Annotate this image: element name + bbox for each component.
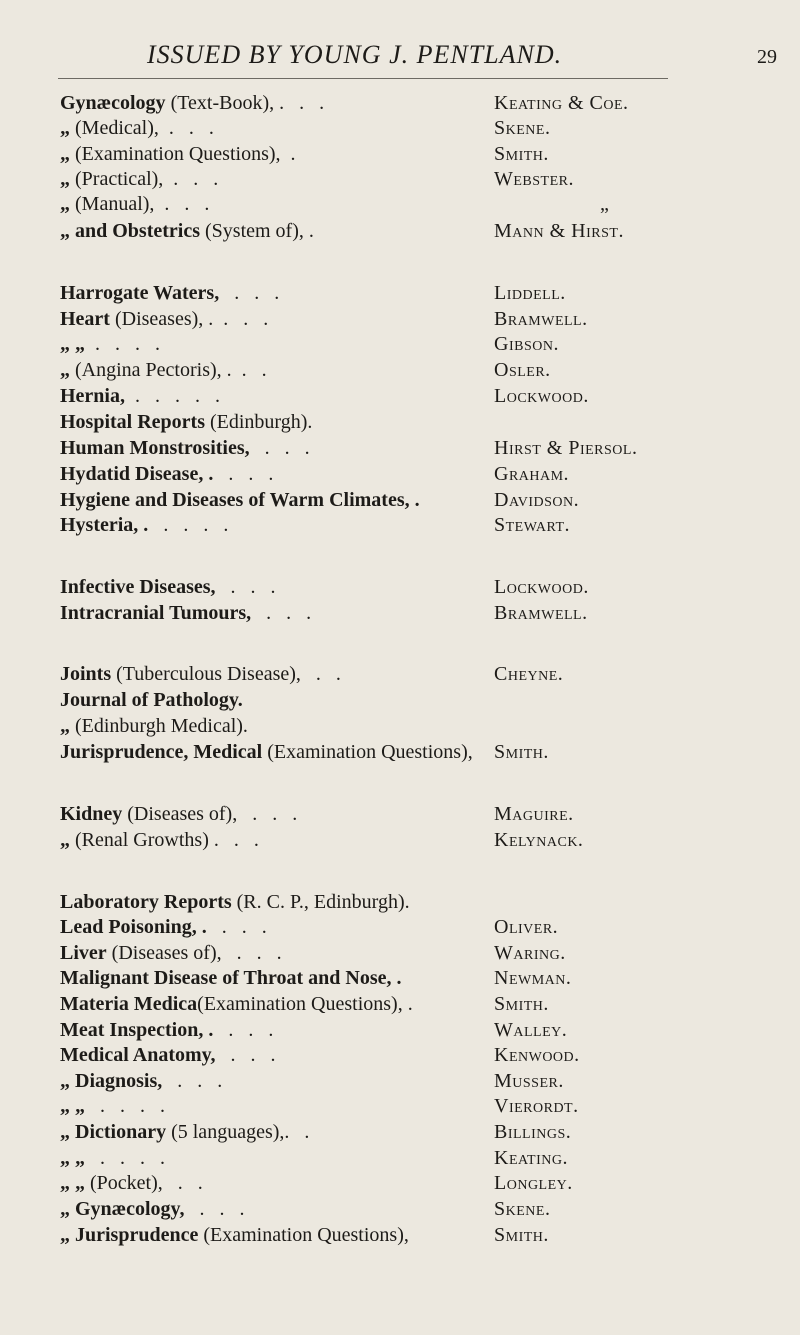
entry-author: Smith. [494, 741, 549, 763]
leader-dots: . [289, 1121, 310, 1143]
catalogue-entry [0, 1042, 800, 1068]
entry-subject [60, 409, 312, 435]
catalogue-entry [0, 687, 800, 713]
catalogue-entry [0, 409, 800, 435]
leader-dots: . . . . . [125, 385, 220, 407]
catalogue-entry [0, 739, 800, 765]
entry-heading: Hernia, [60, 385, 125, 407]
entry-author: Walley. [494, 1019, 568, 1041]
leader-dots: . . . [184, 1198, 245, 1220]
entry-heading: „ „ [60, 1095, 85, 1117]
entry-author: Hirst & Piersol. [494, 437, 638, 459]
entry-subject [60, 461, 273, 487]
entry-subject [60, 965, 402, 991]
page-title: ISSUED BY YOUNG J. PENTLAND. [147, 40, 563, 69]
entry-author: Bramwell. [494, 602, 588, 624]
entry-subject [60, 600, 311, 626]
leader-dots: . . . [215, 1044, 276, 1066]
entry-subject [60, 889, 410, 915]
entry-author: Longley. [494, 1172, 573, 1194]
entry-subject [60, 166, 218, 192]
catalogue-entry [0, 191, 800, 217]
leader-dots: . . . [219, 282, 280, 304]
entry-heading: Hydatid Disease, . [60, 463, 214, 485]
entry-heading: „ Diagnosis, [60, 1070, 163, 1092]
entry-subject [60, 487, 420, 513]
leader-dots: . . . [206, 916, 267, 938]
entry-subject [60, 827, 259, 853]
leader-dots: . . . [162, 1070, 223, 1092]
entry-heading: Hysteria, . [60, 514, 149, 536]
catalogue-entry [0, 713, 800, 739]
leader-dots: . . . [221, 942, 282, 964]
entry-author: Webster. [494, 168, 574, 190]
leader-dots: . . . [213, 308, 269, 330]
catalogue-entry [0, 914, 800, 940]
entry-heading: Lead Poisoning, . [60, 916, 207, 938]
catalogue-entry [0, 1196, 800, 1222]
entry-heading: Jurisprudence, Medical [60, 741, 263, 763]
entry-subject [60, 801, 297, 827]
entry-author: Keating & Coe. [494, 92, 629, 114]
entry-heading: Liver [60, 942, 107, 964]
entry-subject [60, 1042, 276, 1068]
catalogue-entry [0, 141, 800, 167]
leader-dots: . . . [158, 117, 214, 139]
entry-qualifier: (Manual), [70, 193, 155, 215]
entry-heading: Gynæcology [60, 92, 166, 114]
entry-author: Lockwood. [494, 576, 589, 598]
leader-dots: . . . . [85, 333, 160, 355]
entry-subject [60, 1093, 165, 1119]
entry-qualifier: (Edinburgh). [205, 411, 313, 433]
entry-qualifier: (Text-Book), . [165, 92, 285, 114]
entry-heading: Materia Medica [60, 993, 198, 1015]
entry-subject [60, 141, 296, 167]
entry-heading: „ „ [60, 1147, 85, 1169]
entry-qualifier: (R. C. P., Edinburgh). [231, 891, 410, 913]
leader-dots: . . . [163, 168, 219, 190]
catalogue-entry [0, 801, 800, 827]
catalogue-entry [0, 600, 800, 626]
entry-qualifier: (Renal Growths) . [70, 829, 219, 851]
entry-author: Maguire. [494, 803, 574, 825]
entry-qualifier: (Diseases of), [122, 803, 238, 825]
entry-author: „ [600, 193, 610, 215]
catalogue-entry [0, 331, 800, 357]
entry-heading: „ [60, 143, 70, 165]
catalogue-entry [0, 1170, 800, 1196]
entry-heading: „ [60, 220, 70, 242]
entry-subject [60, 991, 413, 1017]
entry-qualifier: (Practical), [70, 168, 164, 190]
entry-author: Lockwood. [494, 385, 589, 407]
catalogue-entry [0, 1145, 800, 1171]
catalogue-entry [0, 827, 800, 853]
entry-heading: „ [60, 359, 70, 381]
entry-heading: Joints [60, 663, 112, 685]
header-rule [58, 78, 668, 79]
entry-author: Smith. [494, 143, 549, 165]
entry-subject [60, 90, 324, 116]
entry-heading: „ [60, 168, 70, 190]
entry-heading: „ Jurisprudence [60, 1224, 199, 1246]
catalogue-entry [0, 965, 800, 991]
page-number: 29 [757, 46, 777, 68]
leader-dots: . . . [213, 463, 274, 485]
entry-heading: „ [60, 117, 70, 139]
entry-author: Newman. [494, 967, 572, 989]
leader-dots: . . . [215, 576, 276, 598]
catalogue-entry [0, 1093, 800, 1119]
entry-qualifier: (Tuberculous Disease), [111, 663, 301, 685]
entry-subject [60, 435, 310, 461]
entry-subject [60, 115, 214, 141]
entry-qualifier: (Examination Questions), [262, 741, 473, 763]
entry-author: Stewart. [494, 514, 571, 536]
entry-author: Skene. [494, 117, 551, 139]
entry-author: Cheyne. [494, 663, 564, 685]
entry-subject [60, 191, 209, 217]
entry-qualifier: (Diseases of), [106, 942, 222, 964]
entry-heading: Malignant Disease of Throat and Nose, . [60, 967, 402, 989]
entry-subject [60, 574, 276, 600]
catalogue-entry [0, 280, 800, 306]
entry-author: Osler. [494, 359, 551, 381]
entry-subject [60, 1222, 409, 1248]
catalogue-entry [0, 574, 800, 600]
entry-qualifier: (Angina Pectoris), . [70, 359, 232, 381]
entry-qualifier: (Diseases), . [109, 308, 214, 330]
entry-heading: Human Monstrosities, [60, 437, 250, 459]
entry-heading: Hygiene and Diseases of Warm Climates, . [60, 489, 420, 511]
entry-heading: Hospital Reports [60, 411, 205, 433]
entry-author: Oliver. [494, 916, 559, 938]
entry-subject [60, 512, 228, 538]
entry-subject [60, 383, 220, 409]
catalogue-entry [0, 306, 800, 332]
entry-heading: Heart [60, 308, 110, 330]
leader-dots: . . . [213, 1019, 274, 1041]
entry-subject [60, 357, 267, 383]
entry-heading: „ Gynæcology, [60, 1198, 185, 1220]
entry-heading: „ [60, 193, 70, 215]
catalogue-entry [0, 218, 800, 244]
entry-author: Musser. [494, 1070, 564, 1092]
entry-heading: Journal of Pathology. [60, 689, 243, 711]
leader-dots: . . [231, 359, 267, 381]
entry-subject [60, 331, 160, 357]
entry-subject [60, 940, 282, 966]
leader-dots: . . . . [148, 514, 229, 536]
entry-author: Bramwell. [494, 308, 588, 330]
catalogue-entry [0, 1017, 800, 1043]
entry-qualifier: and Obstetrics [70, 220, 200, 242]
catalogue-entry [0, 435, 800, 461]
catalogue-entry [0, 461, 800, 487]
entry-subject [60, 280, 279, 306]
entry-qualifier: (Edinburgh Medical). [70, 715, 248, 737]
catalogue-entry [0, 357, 800, 383]
catalogue-entry [0, 889, 800, 915]
entry-subject [60, 306, 268, 332]
entry-subject [60, 687, 243, 713]
entry-heading: Harrogate Waters, [60, 282, 220, 304]
catalogue-entry [0, 166, 800, 192]
entry-author: Billings. [494, 1121, 572, 1143]
leader-dots: . . . . [85, 1147, 165, 1169]
entry-qualifier: (Examination Questions), . [197, 993, 413, 1015]
entry-heading: Infective Diseases, [60, 576, 216, 598]
catalogue-entry [0, 512, 800, 538]
catalogue-entry [0, 1068, 800, 1094]
entry-subject [60, 1196, 244, 1222]
entry-qualifier: (5 languages),. [166, 1121, 290, 1143]
entry-qualifier-extra: (System of), . [200, 220, 314, 242]
catalogue-entry [0, 90, 800, 116]
entry-subject [60, 914, 267, 940]
leader-dots: . . . [237, 803, 298, 825]
entry-author: Vierordt. [494, 1095, 579, 1117]
entry-author: Davidson. [494, 489, 580, 511]
entry-heading: „ [60, 829, 70, 851]
entry-heading: „ „ [60, 1172, 85, 1194]
catalogue-entry [0, 1222, 800, 1248]
catalogue-entry [0, 383, 800, 409]
entry-heading: Medical Anatomy, [60, 1044, 216, 1066]
catalogue-entry [0, 1119, 800, 1145]
entry-subject [60, 1017, 273, 1043]
entry-author: Keating. [494, 1147, 568, 1169]
entry-author: Kenwood. [494, 1044, 580, 1066]
entry-qualifier: (Medical), [70, 117, 159, 139]
catalogue-entry [0, 991, 800, 1017]
leader-dots: . . . [154, 193, 210, 215]
leader-dots: . . . . [85, 1095, 165, 1117]
entry-heading: Laboratory Reports [60, 891, 232, 913]
catalogue-entry [0, 661, 800, 687]
entry-heading: „ „ [60, 333, 85, 355]
entry-subject [60, 218, 314, 244]
entry-heading: Intracranial Tumours, [60, 602, 252, 624]
entry-subject [60, 713, 248, 739]
entry-heading: Kidney [60, 803, 123, 825]
running-header [0, 40, 800, 80]
entry-author: Waring. [494, 942, 566, 964]
entry-qualifier: (Examination Questions), [70, 143, 281, 165]
entry-author: Mann & Hirst. [494, 220, 624, 242]
entry-author: Skene. [494, 1198, 551, 1220]
entry-author: Smith. [494, 1224, 549, 1246]
entry-heading: Meat Inspection, . [60, 1019, 214, 1041]
entry-heading: „ Dictionary [60, 1121, 167, 1143]
entry-author: Liddell. [494, 282, 566, 304]
entry-subject [60, 1170, 203, 1196]
leader-dots: . . [284, 92, 325, 114]
entry-author: Graham. [494, 463, 570, 485]
entry-author: Smith. [494, 993, 549, 1015]
leader-dots: . . . [249, 437, 310, 459]
catalogue-entry [0, 487, 800, 513]
leader-dots: . . [162, 1172, 203, 1194]
entry-subject [60, 739, 473, 765]
leader-dots: . . [300, 663, 341, 685]
entry-qualifier: (Examination Questions), [198, 1224, 409, 1246]
leader-dots: . . [218, 829, 259, 851]
leader-dots: . . . [251, 602, 312, 624]
entry-author: Kelynack. [494, 829, 584, 851]
entry-heading: „ [60, 715, 70, 737]
entry-qualifier: (Pocket), [85, 1172, 163, 1194]
entry-subject [60, 1119, 309, 1145]
catalogue-entry [0, 115, 800, 141]
leader-dots: . [280, 143, 296, 165]
entry-author: Gibson. [494, 333, 559, 355]
catalogue-entry [0, 940, 800, 966]
entry-subject [60, 1145, 165, 1171]
entry-subject [60, 1068, 222, 1094]
entry-subject [60, 661, 341, 687]
